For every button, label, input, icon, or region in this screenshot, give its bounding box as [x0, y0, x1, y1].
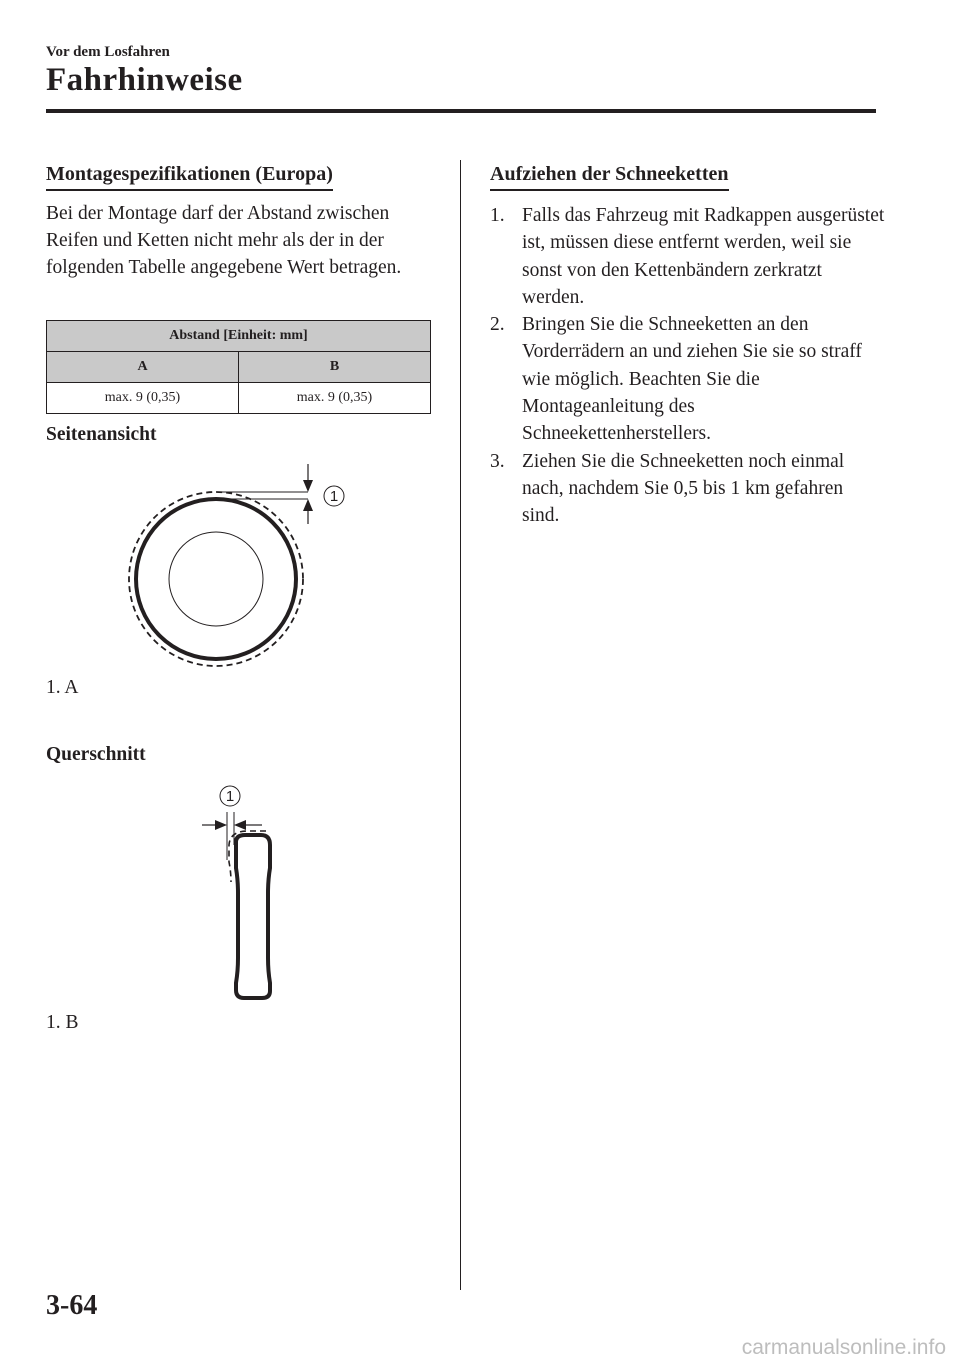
chapter-title: Fahrhinweise — [46, 62, 243, 98]
callout-number: 1 — [225, 788, 235, 805]
table-cell-b: max. 9 (0,35) — [239, 383, 431, 414]
list-item-text: Ziehen Sie die Schneeketten noch einmal nach, nachdem Sie 0,5 bis 1 km gefahren sind. — [522, 450, 845, 527]
callout-circle-cross — [218, 784, 242, 808]
list-item — [490, 202, 885, 311]
heading-seitenansicht: Seitenansicht — [46, 424, 157, 445]
heading-querschnitt: Querschnitt — [46, 744, 146, 765]
table-cell-a: max. 9 (0,35) — [47, 383, 239, 414]
list-item-number: 3. — [490, 450, 505, 472]
table-header-b: B — [239, 352, 431, 383]
cross-section-caption: 1. B — [46, 1012, 79, 1033]
list-item-text: Bringen Sie die Schneeketten an den Vorderrädern an und ziehen Sie sie so straff wie möglich. Beachten Sie die Montageanleitung des Schneekettenherstellers. — [522, 314, 862, 445]
heading-text: Montagespezifikationen (Europa) — [46, 163, 333, 185]
table-header-a: A — [47, 352, 239, 383]
list-item — [490, 311, 885, 447]
heading-underline — [490, 189, 729, 191]
heading-text: Aufziehen der Schneeketten — [490, 163, 729, 185]
list-item-number: 2. — [490, 314, 505, 336]
list-item-text: Falls das Fahrzeug mit Radkappen ausgerüstet ist, müssen diese entfernt werden, weil sie sonst von den Kettenbändern zerkratzt werden. — [522, 205, 885, 308]
page-number: 3-64 — [46, 1290, 98, 1321]
instruction-list — [490, 202, 885, 530]
list-item-number: 1. — [490, 205, 505, 226]
section-label: Vor dem Losfahren — [46, 44, 170, 60]
callout-number: 1 — [329, 488, 339, 505]
side-view-caption: 1. A — [46, 677, 79, 698]
intro-paragraph: Bei der Montage darf der Abstand zwischen Reifen und Ketten nicht mehr als der in der folgenden Tabelle angegebene Wert betragen. — [46, 203, 402, 278]
heading-aufziehen — [490, 163, 729, 186]
list-item — [490, 448, 885, 530]
watermark: carmanualsonline.info — [741, 1336, 946, 1359]
table-title: Abstand [Einheit: mm] — [47, 321, 431, 352]
